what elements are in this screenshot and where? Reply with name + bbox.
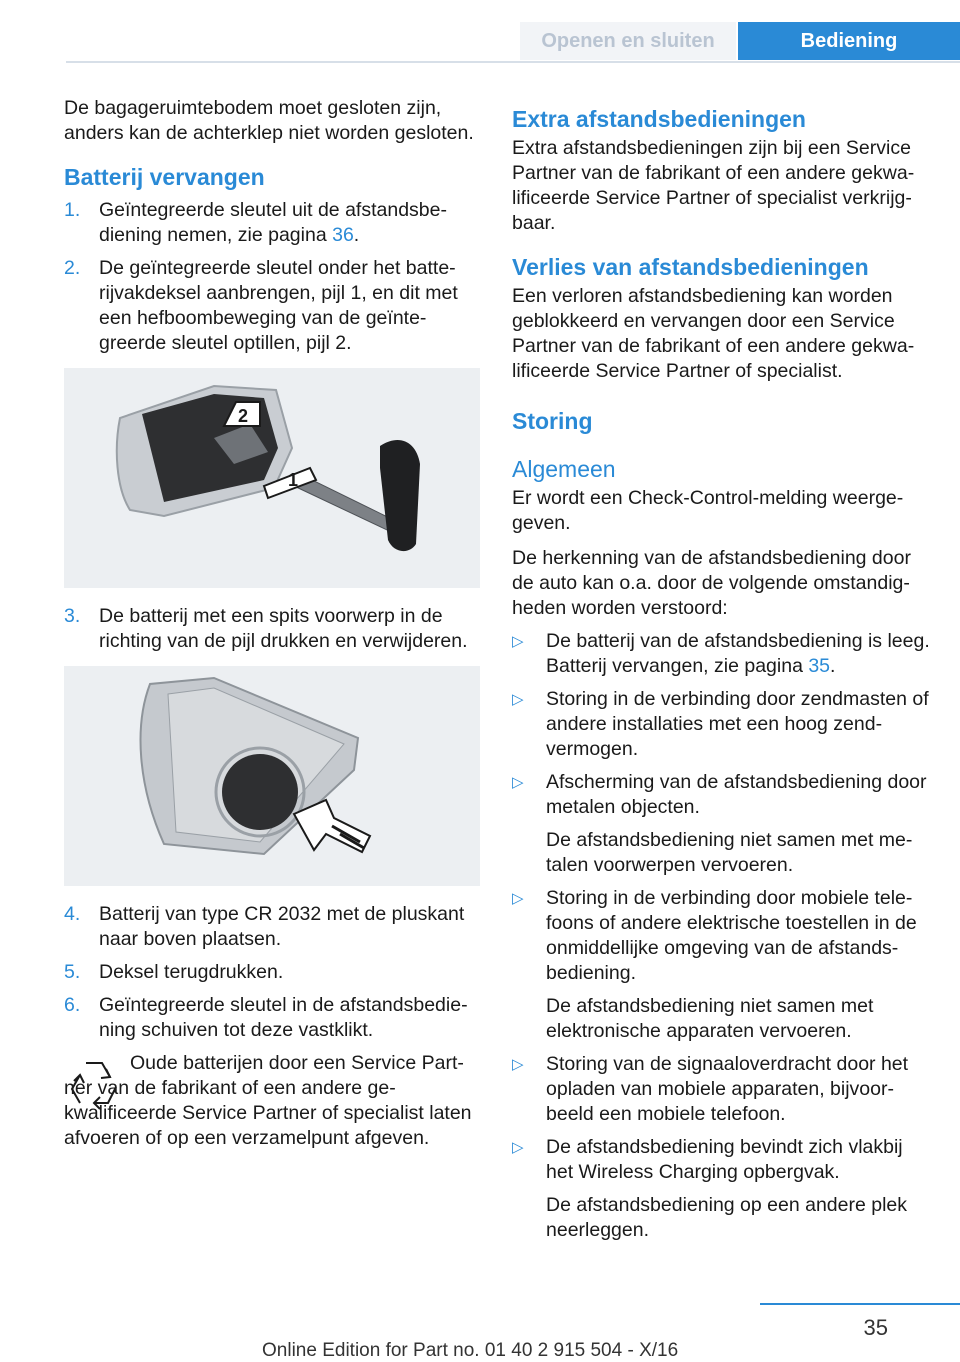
triangle-bullet-icon: ▷ bbox=[512, 890, 524, 907]
list-item: ▷ Storing van de signaaloverdracht door het opladen van mobiele apparaten, bijvoorbeeld een mobiele telefoon. bbox=[512, 1053, 909, 1125]
right-column bbox=[512, 104, 930, 1251]
list-item: ▷ Storing in de verbinding door zendmasten of andere installaties met een hoog zendvermogen. bbox=[512, 688, 929, 760]
footer-divider bbox=[760, 1303, 960, 1305]
left-column bbox=[64, 96, 480, 1151]
step-number: 3. bbox=[64, 605, 81, 627]
battery-removal-illustration bbox=[64, 666, 480, 886]
intro-paragraph: De bagageruimtebodem moet gesloten zijn, anders kan de achterklep niet worden gesloten. bbox=[64, 97, 474, 144]
step-number: 4. bbox=[64, 903, 81, 925]
edition-footer: Online Edition for Part no. 01 40 2 915 504 - X/16 bbox=[262, 1340, 679, 1361]
list-item: ▷ Afscherming van de afstandsbediening door metalen objecten. De afstandsbediening niet samen met metalen voorwerpen vervoeren. bbox=[512, 770, 930, 878]
steps-list-a bbox=[64, 198, 480, 356]
step-number: 5. bbox=[64, 961, 81, 983]
step-text: De batterij met een spits voorwerp in de richting van de pijl drukken en verwijderen. bbox=[99, 605, 468, 652]
page-link[interactable]: 35 bbox=[808, 655, 831, 677]
step-item bbox=[64, 960, 480, 985]
recycle-note bbox=[64, 1051, 480, 1151]
lost-remotes-heading: Verlies van afstandsbedieningen bbox=[512, 254, 869, 280]
section-tab: Openen en sluiten bbox=[520, 22, 736, 60]
step-item bbox=[64, 902, 480, 952]
battery-heading: Batterij vervangen bbox=[64, 164, 265, 190]
triangle-bullet-icon: ▷ bbox=[512, 1056, 524, 1073]
triangle-bullet-icon: ▷ bbox=[512, 633, 524, 650]
steps-list-c bbox=[64, 902, 480, 1043]
step-item: 1. Geïntegreerde sleutel uit de afstandsbediening nemen, zie pagina 36. bbox=[64, 199, 447, 246]
triangle-bullet-icon: ▷ bbox=[512, 774, 524, 791]
step-text: De geïntegreerde sleutel onder het batterijvakdeksel aanbrengen, pijl 1, en dit met een hefboombeweging van de geïntegreerde sleutel optillen, pijl 2. bbox=[99, 257, 458, 354]
triangle-bullet-icon: ▷ bbox=[512, 1139, 524, 1156]
step-text: Geïntegreerde sleutel uit de afstandsbediening nemen, zie pagina bbox=[99, 199, 447, 246]
fault-heading: Storing bbox=[512, 408, 593, 434]
step-text: Geïntegreerde sleutel in de afstandsbediening schuiven tot deze vastklikt. bbox=[99, 994, 468, 1041]
list-item: ▷ De afstandsbediening bevindt zich vlakbij het Wireless Charging opbergvak. De afstandsbediening op een andere plek neerleggen. bbox=[512, 1135, 930, 1243]
extra-remotes-heading: Extra afstandsbedieningen bbox=[512, 106, 806, 132]
general-heading: Algemeen bbox=[512, 456, 616, 482]
svg-text:1: 1 bbox=[288, 470, 299, 490]
recycle-icon bbox=[64, 1057, 124, 1113]
step-number: 1. bbox=[64, 199, 81, 221]
extra-remotes-text: Extra afstandsbedieningen zijn bij een Service Partner van de fabrikant of een andere gekwalificeerde Service Partner of specialist verkrijgbaar. bbox=[512, 137, 915, 234]
lost-remotes-text: Een verloren afstandsbediening kan worden geblokkeerd en vervangen door een Service Partner van de fabrikant of een andere gekwalificeerde Service Partner of specialist. bbox=[512, 285, 915, 382]
step-text: Batterij van type CR 2032 met de pluskant naar boven plaatsen. bbox=[99, 903, 465, 950]
triangle-bullet-icon: ▷ bbox=[512, 691, 524, 708]
general-paragraph-2: De herkenning van de afstandsbediening door de auto kan o.a. door de volgende omstandigheden worden verstoord: bbox=[512, 547, 911, 619]
list-item-note: De afstandsbediening niet samen met elektronische apparaten vervoeren. bbox=[546, 995, 874, 1042]
list-item: ▷ Storing in de verbinding door mobiele telefoons of andere elektrische toestellen in de onmiddellijke omgeving van de afstandsbediening. De afstandsbediening niet samen met elektronische apparaten vervoeren. bbox=[512, 886, 930, 1044]
step-item bbox=[64, 604, 480, 654]
recycle-text: Oude batterijen door een Service Partner van de fabrikant of een andere gekwalificeerde Service Partner of specialist laten afvoeren of op een verzamelpunt afgeven. bbox=[64, 1052, 472, 1149]
step-text: Deksel terugdrukken. bbox=[99, 961, 284, 983]
fault-causes-list bbox=[512, 629, 930, 1243]
list-item-note: De afstandsbediening niet samen met metalen voorwerpen vervoeren. bbox=[546, 829, 913, 876]
chapter-tab: Bediening bbox=[738, 22, 960, 60]
svg-text:2: 2 bbox=[238, 406, 249, 426]
general-paragraph-1: Er wordt een Check-Control-melding weergegeven. bbox=[512, 487, 904, 534]
page-link[interactable]: 36 bbox=[332, 224, 354, 246]
step-number: 2. bbox=[64, 257, 81, 279]
step-number: 6. bbox=[64, 994, 81, 1016]
key-removal-illustration bbox=[64, 368, 480, 588]
header-divider bbox=[66, 61, 960, 63]
list-item: ▷ De batterij van de afstandsbediening is leeg. Batterij vervangen, zie pagina 35. bbox=[512, 630, 930, 677]
list-item-note: De afstandsbediening op een andere plek neerleggen. bbox=[546, 1194, 908, 1241]
step-item bbox=[64, 993, 480, 1043]
page-number: 35 bbox=[863, 1315, 888, 1340]
step-item bbox=[64, 256, 480, 356]
steps-list-b bbox=[64, 604, 480, 654]
